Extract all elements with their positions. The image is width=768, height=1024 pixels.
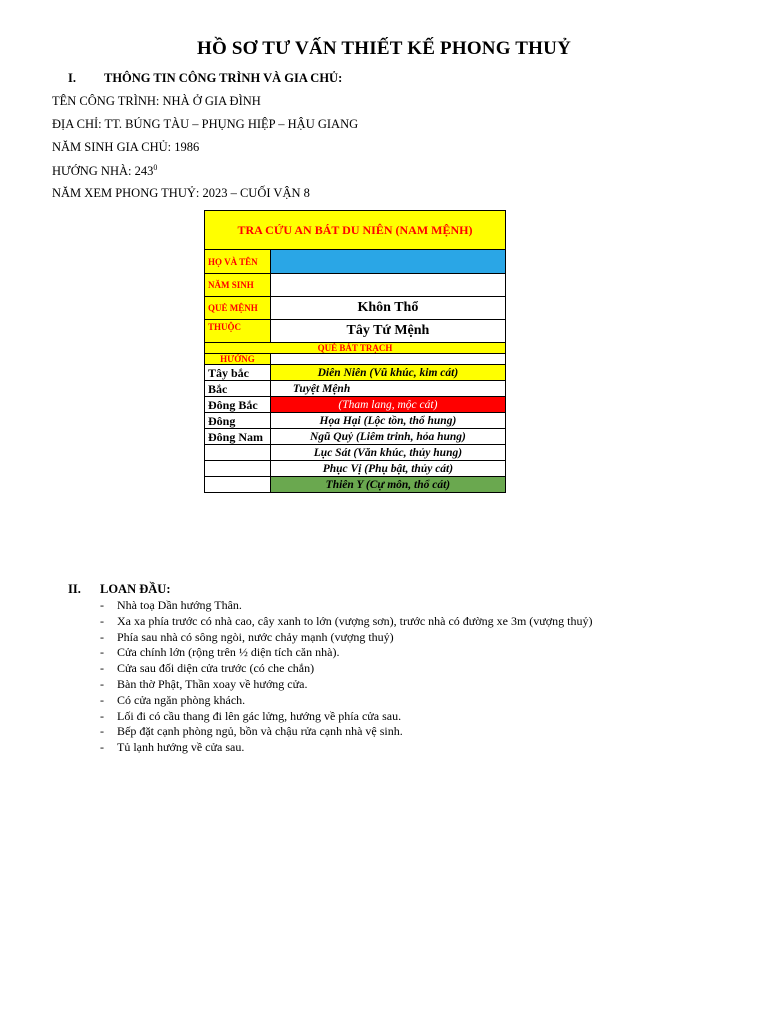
list-item-text: Tủ lạnh hướng về cửa sau. bbox=[117, 740, 245, 755]
direction-cell bbox=[205, 461, 271, 477]
full-name-cell bbox=[270, 250, 505, 274]
house-direction-text: HƯỚNG NHÀ: 243 bbox=[52, 164, 154, 179]
section-1-number: I. bbox=[68, 71, 76, 85]
direction-cell: Đông bbox=[205, 413, 271, 429]
list-item bbox=[100, 630, 592, 646]
bullet-dash: - bbox=[100, 708, 104, 723]
direction-cell: Bắc bbox=[205, 381, 271, 397]
list-item bbox=[100, 677, 592, 693]
list-item-text: Cửa chính lớn (rộng trên ½ diện tích căn nhà). bbox=[117, 645, 340, 660]
list-item-text: Xa xa phía trước có nhà cao, cây xanh to lớn (vượng sơn), trước nhà có đường xe 3m (vượng thuỷ) bbox=[117, 613, 593, 628]
feng-shui-year-line: NĂM XEM PHONG THUỶ: 2023 – CUỐI VẬN 8 bbox=[52, 186, 310, 200]
section-1-heading bbox=[68, 71, 342, 86]
list-item-text: Có cửa ngăn phòng khách. bbox=[117, 692, 246, 707]
bullet-dash: - bbox=[100, 724, 104, 739]
label-que-menh: QUẺ MỆNH bbox=[205, 297, 271, 320]
bullet-dash: - bbox=[100, 645, 104, 660]
direction-cell: Đông Nam bbox=[205, 429, 271, 445]
bullet-dash: - bbox=[100, 661, 104, 676]
list-item-text: Bàn thờ Phật, Thần xoay về hướng cửa. bbox=[117, 676, 308, 691]
bat-trach-table bbox=[204, 210, 506, 493]
section-1-title: THÔNG TIN CÔNG TRÌNH VÀ GIA CHỦ: bbox=[104, 71, 343, 85]
label-thuoc: THUỘC bbox=[205, 320, 271, 343]
house-direction-line bbox=[52, 163, 157, 179]
direction-cell: Tây bắc bbox=[205, 365, 271, 381]
section-2-title: LOAN ĐẦU: bbox=[100, 582, 171, 596]
list-item bbox=[100, 724, 592, 740]
birth-year-line: NĂM SINH GIA CHỦ: 1986 bbox=[52, 140, 200, 154]
star-value-cell: Ngũ Quỷ (Liêm trinh, hỏa hung) bbox=[270, 429, 505, 445]
que-menh-value: Khôn Thổ bbox=[270, 297, 505, 320]
bullet-dash: - bbox=[100, 740, 104, 755]
loan-dau-list bbox=[100, 598, 592, 756]
list-item bbox=[100, 614, 592, 630]
birth-year-cell bbox=[270, 274, 505, 297]
bullet-dash: - bbox=[100, 629, 104, 644]
degree-symbol: 0 bbox=[153, 163, 158, 172]
list-item bbox=[100, 693, 592, 709]
list-item-text: Lối đi có cầu thang đi lên gác lửng, hướng về phía cửa sau. bbox=[117, 708, 402, 723]
star-value-cell: Lục Sát (Văn khúc, thủy hung) bbox=[270, 445, 505, 461]
list-item bbox=[100, 709, 592, 725]
label-full-name: HỌ VÀ TÊN bbox=[205, 250, 271, 274]
label-huong: HƯỚNG bbox=[205, 354, 271, 365]
project-name-line: TÊN CÔNG TRÌNH: NHÀ Ở GIA ĐÌNH bbox=[52, 94, 261, 108]
direction-cell: Đông Bắc bbox=[205, 397, 271, 413]
list-item-text: Nhà toạ Dần hướng Thân. bbox=[117, 598, 242, 612]
bullet-dash: - bbox=[100, 598, 104, 612]
thuoc-value: Tây Tứ Mệnh bbox=[270, 320, 505, 343]
star-value-cell: Phục Vị (Phụ bật, thủy cát) bbox=[270, 461, 505, 477]
list-item bbox=[100, 740, 592, 756]
star-value-cell: Thiên Y (Cự môn, thổ cát) bbox=[270, 477, 505, 493]
direction-cell bbox=[205, 445, 271, 461]
list-item-text: Phía sau nhà có sông ngòi, nước chảy mạnh (vượng thuỷ) bbox=[117, 629, 394, 644]
star-value-cell: Tuyệt Mệnh bbox=[270, 381, 505, 397]
table-subheader: QUẺ BÁT TRẠCH bbox=[205, 343, 506, 354]
bullet-dash: - bbox=[100, 613, 104, 628]
bullet-dash: - bbox=[100, 692, 104, 707]
list-item bbox=[100, 645, 592, 661]
huong-empty-cell bbox=[270, 354, 505, 365]
label-birth-year: NĂM SINH bbox=[205, 274, 271, 297]
document-title: HỒ SƠ TƯ VẤN THIẾT KẾ PHONG THUỶ bbox=[197, 38, 571, 59]
list-item-text: Cửa sau đối diện cửa trước (có che chắn) bbox=[117, 661, 315, 676]
star-value-cell: Diên Niên (Vũ khúc, kim cát) bbox=[270, 365, 505, 381]
list-item bbox=[100, 598, 592, 614]
list-item-text: Bếp đặt cạnh phòng ngủ, bồn và chậu rửa cạnh nhà vệ sinh. bbox=[117, 724, 403, 739]
bullet-dash: - bbox=[100, 676, 104, 691]
star-value-cell: (Tham lang, mộc cát) bbox=[270, 397, 505, 413]
table-header: TRA CỨU AN BÁT DU NIÊN (NAM MỆNH) bbox=[205, 211, 506, 250]
direction-cell bbox=[205, 477, 271, 493]
address-line: ĐỊA CHỈ: TT. BÚNG TÀU – PHỤNG HIỆP – HẬU GIANG bbox=[52, 117, 359, 131]
section-2-heading bbox=[68, 582, 170, 597]
section-2-number: II. bbox=[68, 582, 81, 596]
star-value-cell: Họa Hại (Lộc tồn, thổ hung) bbox=[270, 413, 505, 429]
list-item bbox=[100, 661, 592, 677]
